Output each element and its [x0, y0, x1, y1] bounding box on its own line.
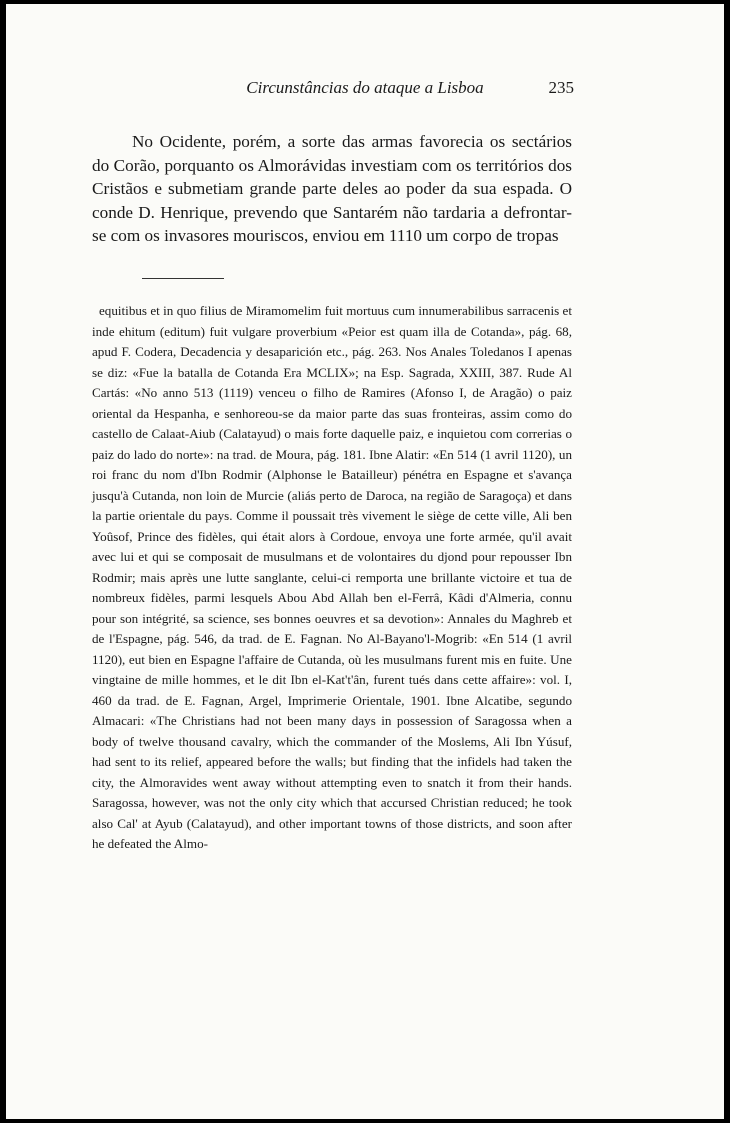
page-header [6, 78, 724, 102]
running-title: Circunstâncias do ataque a Lisboa [246, 78, 484, 97]
body-paragraph: No Ocidente, porém, a sorte das armas favorecia os sectários do Corão, porquanto os Almorávidas investiam com os territórios dos Cristãos e submetiam grande parte deles ao poder da sua espada. O conde D. Henrique, prevendo que Santarém não tardaria a defrontar-se com os invasores mouriscos, enviou em 1110 um corpo de tropas [92, 132, 572, 246]
footnote-separator [142, 278, 224, 279]
footnote-text: equitibus et in quo filius de Miramomelim fuit mortuus cum innumerabilibus sarracenis et inde ehitum (editum) fuit vulgare proverbium «Peior est quam illa de Cotanda», pág. 68, apud F. Codera, Decadencia y desaparición etc., pág. 263. Nos Anales Toledanos I apenas se diz: «Fue la batalla de Cotanda Era MCLIX»; na Esp. Sagrada, XXIII, 387. Rude Al Cartás: «No anno 513 (1119) venceu o filho de Ramires (Afonso I, de Aragão) o paiz oriental da Hespanha, e senhoreou-se da maior parte das suas fronteiras, assim como do castello de Calaat-Aiub (Calatayud) o mais forte daquelle paiz, e inquietou com correrias o paiz do lado do norte»: na trad. de Moura, pág. 181. Ibne Alatir: «En 514 (1 avril 1120), un roi franc du nom d'Ibn Rodmir (Alphonse le Batailleur) pénétra en Espagne et s'avança jusqu'à Cutanda, non loin de Murcie (aliás perto de Daroca, na região de Saragoça) et dans la partie orientale du pays. Comme il poussait très vivement le siège de cette ville, Ali ben Yoûsof, Prince des fidèles, qui était alors à Cordoue, envoya une forte armée, qu'il avait avec lui et qui se composait de musulmans et de volontaires du djond pour repousser Ibn Rodmir; mais après une lutte sanglante, celui-ci remporta une brillante victoire et tua de nombreux fidèles, parmi lesquels Abou Abd Allah ben el-Ferrâ, Kâdi d'Almeria, connu pour son intégrité, sa science, ses bonnes oeuvres et sa devotion»: Annales du Maghreb et de l'Espagne, pág. 546, da trad. de E. Fagnan. No Al-Bayano'l-Mogrib: «En 514 (1 avril 1120), eut bien en Espagne l'affaire de Cutanda, où les musulmans furent mis en fuite. Une vingtaine de mille hommes, et le dit Ibn el-Kat't'ân, furent tués dans cette affaire»: vol. I, 460 da trad. de E. Fagnan, Argel, Imprimerie Orientale, 1901. Ibne Alcatibe, segundo Almacari: «The Christians had not been many days in possession of Saragossa when a body of twelve thousand cavalry, which the commander of the Moslems, Ali Ibn Yúsuf, had sent to its relief, appeared before the walls; but finding that the infidels had taken the city, the Almoravides went away without attempting even to snatch it from their hands. Saragossa, however, was not the only city which that accursed Christian reduced; he took also Cal' at Ayub (Calatayud), and other important towns of those districts, and soon after he defeated the Almo- [92, 303, 572, 851]
book-page [6, 4, 724, 1119]
page-number: 235 [548, 78, 574, 97]
